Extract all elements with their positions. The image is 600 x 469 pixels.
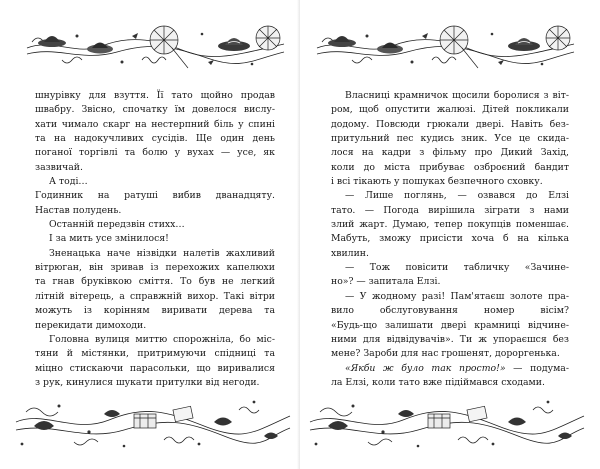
text-line: вітрюган, він зривав із перехожих капелюхи: [35, 262, 275, 274]
hat-icon-1: [328, 36, 356, 47]
text-line: притульний пес кудись зник. Усе це скида-: [331, 133, 569, 145]
text-line: шнурівку для взуття. Її тато щойно продав: [35, 90, 275, 101]
text-line: міцно стискаючи парасольки, що виривалися: [35, 362, 275, 374]
text-line: — Лише поглянь, — озвався до Елзі: [345, 190, 569, 202]
text-line: і всі тікають у пошуках безпечного сховку.: [331, 176, 543, 188]
text-line: ними для відвідувачів». Ти ж упораєшся без: [331, 333, 569, 345]
box-icon: [428, 414, 450, 428]
header-illustration: [22, 16, 290, 76]
text-line-mixed: [331, 362, 569, 376]
text-line: «Будь-що залишати двері крамниці відчине-: [331, 319, 569, 331]
text-line: Головна вулиця миттю спорожніла, бо міс-: [49, 333, 275, 345]
right-page: [300, 0, 600, 469]
text-line: — У жодному разі! Пам'ятаєш золоте пра-: [345, 290, 569, 302]
text-line: но»? — запитала Елзі.: [331, 276, 441, 288]
text-line: додому. Повсюди грюкали двері. Навіть без-: [331, 118, 569, 130]
box-icon: [134, 414, 156, 428]
text-line: злий жарт. Думаю, тепер покупців поменшає.: [331, 219, 569, 231]
umbrella-icon-1: [150, 26, 188, 68]
hat-icon-1: [38, 36, 66, 47]
text-line: Мабуть, зможу присісти хоча б на кілька: [331, 233, 569, 245]
text-line: літній вітерець, а справжній вихор. Такі вітри: [35, 290, 275, 302]
text-line: І за мить усе змінилося!: [49, 233, 169, 245]
text-line: хати чимало скарг на нестерпний біль у спині: [35, 118, 275, 130]
text-line: вило обслуговування номер вісім?: [331, 305, 569, 317]
left-page-body-text: [35, 89, 275, 390]
text-line: Годинник на ратуші вибив дванадцяту.: [35, 190, 275, 202]
hat-icon-2: [377, 43, 403, 54]
text-line: та на надокучливих сусідів. Ще один день: [35, 133, 275, 145]
text-line: хвилин.: [331, 247, 369, 259]
text-line: перекидати димоходи.: [35, 319, 147, 331]
text-line: мене? Зароби для нас грошенят, дороргенька.: [331, 348, 560, 360]
hat-icon-2: [87, 43, 113, 54]
header-illustration: [312, 16, 580, 76]
text-line: можуть із корінням виривати дерева та: [35, 305, 275, 317]
text-line: Зненацька наче нізвідки налетів жахливий: [49, 247, 275, 259]
umbrella-icon-1: [440, 26, 478, 68]
italic-thought: «Якби ж було так просто!»: [345, 362, 506, 374]
text-line: Власниці крамничок щосили боролися з віт-: [345, 90, 569, 101]
text-fragment: — подума-: [505, 362, 569, 374]
text-line: Настав полудень.: [35, 204, 122, 216]
text-line: Останній передзвін стихх…: [49, 219, 185, 231]
text-line: коли до міста прибуває озброєний бандит: [331, 161, 569, 173]
sign-icon: [173, 406, 193, 421]
text-line: з рук, кинулися шукати притулки від негоди.: [35, 376, 260, 388]
text-line: поганої торгівлі та болю у вухах — усе, як: [35, 147, 275, 159]
text-line: зазвичай.: [35, 161, 83, 173]
text-line: ром, щоб опустити жалюзі. Дітей покликали: [331, 104, 569, 116]
hat-icon-3: [508, 38, 540, 51]
text-line: ла Елзі, коли тато вже підіймався сходами.: [331, 376, 545, 388]
umbrella-icon-2: [546, 26, 570, 50]
text-line: тато. — Погода вирішила зіграти з нами: [331, 204, 569, 216]
text-line: швабру. Звісно, спочатку їм довелося вислу-: [35, 104, 275, 116]
right-page-body-text: [331, 89, 569, 390]
text-line: лося на кадри з фільму про Дикий Захід,: [331, 147, 569, 159]
text-line: тяни й містянки, притримуючи спідниці та: [35, 348, 275, 360]
footer-illustration: [308, 392, 586, 454]
hat-icon-3: [218, 38, 250, 51]
footer-illustration: [14, 392, 292, 454]
text-line: та гнав бруківкою сміття. То був не легкий: [35, 276, 275, 288]
sign-icon: [467, 406, 487, 421]
umbrella-icon-2: [256, 26, 280, 50]
text-line: А тоді…: [49, 176, 88, 188]
text-line: — Тож повісити табличку «Зачине-: [345, 262, 569, 274]
